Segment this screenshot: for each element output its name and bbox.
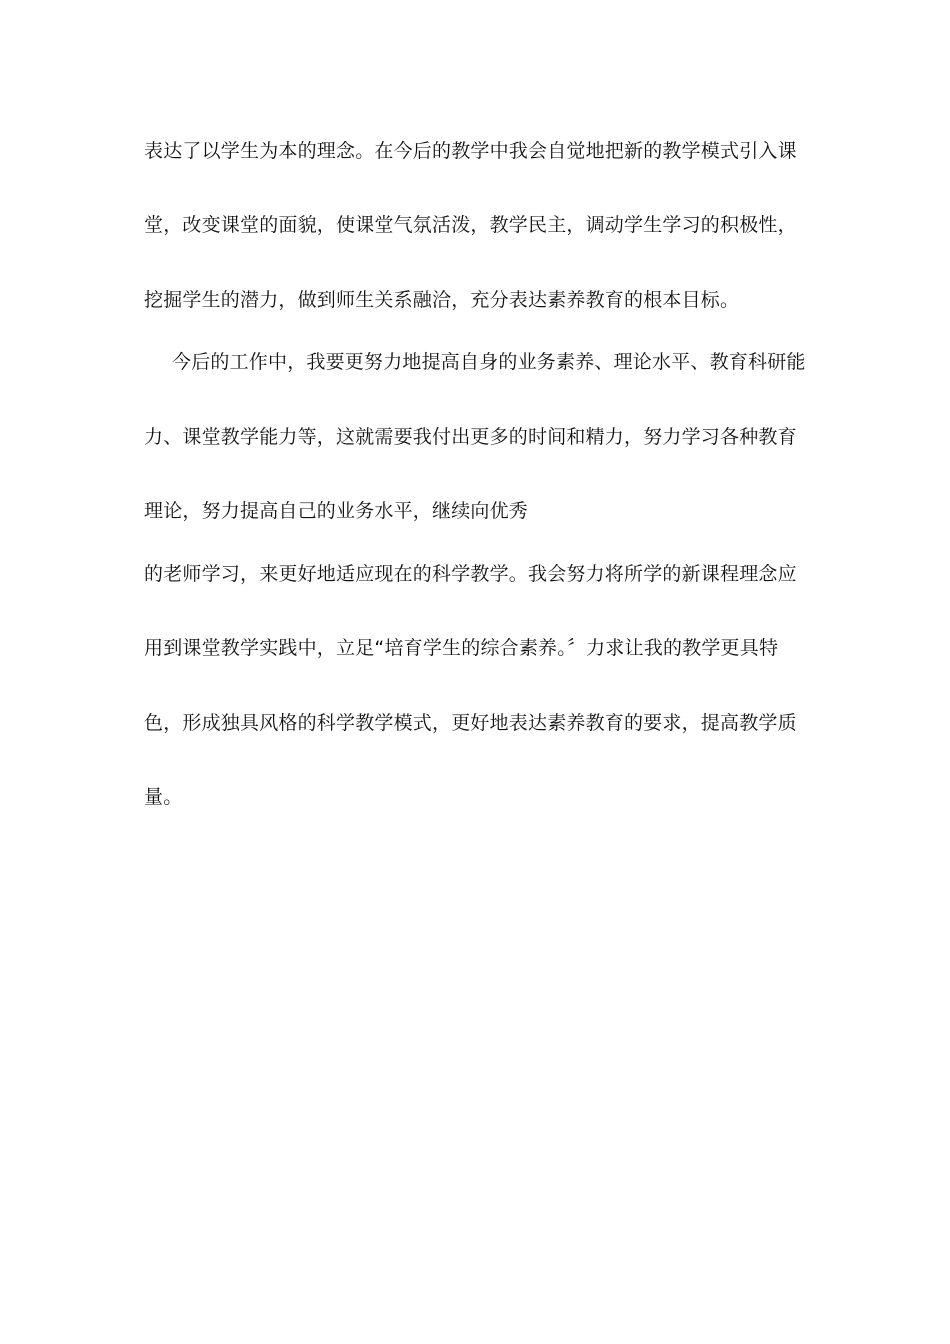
text-line-5: 力、课堂教学能力等，这就需要我付出更多的时间和精力，努力学习各种教育 — [144, 426, 797, 448]
text-line-10: 量。 — [144, 786, 183, 808]
text-line-1: 表达了以学生为本的理念。在今后的教学中我会自觉地把新的教学模式引入课 — [144, 140, 797, 162]
text-line-9: 色，形成独具风格的科学教学模式，更好地表达素养教育的要求，提高教学质 — [144, 712, 797, 734]
text-line-4-paragraph-start: 今后的工作中，我要更努力地提高自身的业务素养、理论水平、教育科研能 — [172, 351, 806, 373]
text-line-6: 理论，努力提高自己的业务水平，继续向优秀 — [144, 500, 529, 522]
text-line-8: 用到课堂教学实践中，立足“培育学生的综合素养。〞力求让我的教学更具特 — [144, 637, 779, 659]
text-line-2: 堂，改变课堂的面貌，使课堂气氛活泼，教学民主，调动学生学习的积极性， — [144, 214, 797, 236]
text-line-3: 挖掘学生的潜力，做到师生关系融洽，充分表达素养教育的根本目标。 — [144, 289, 740, 311]
text-line-7: 的老师学习，来更好地适应现在的科学教学。我会努力将所学的新课程理念应 — [144, 563, 797, 585]
